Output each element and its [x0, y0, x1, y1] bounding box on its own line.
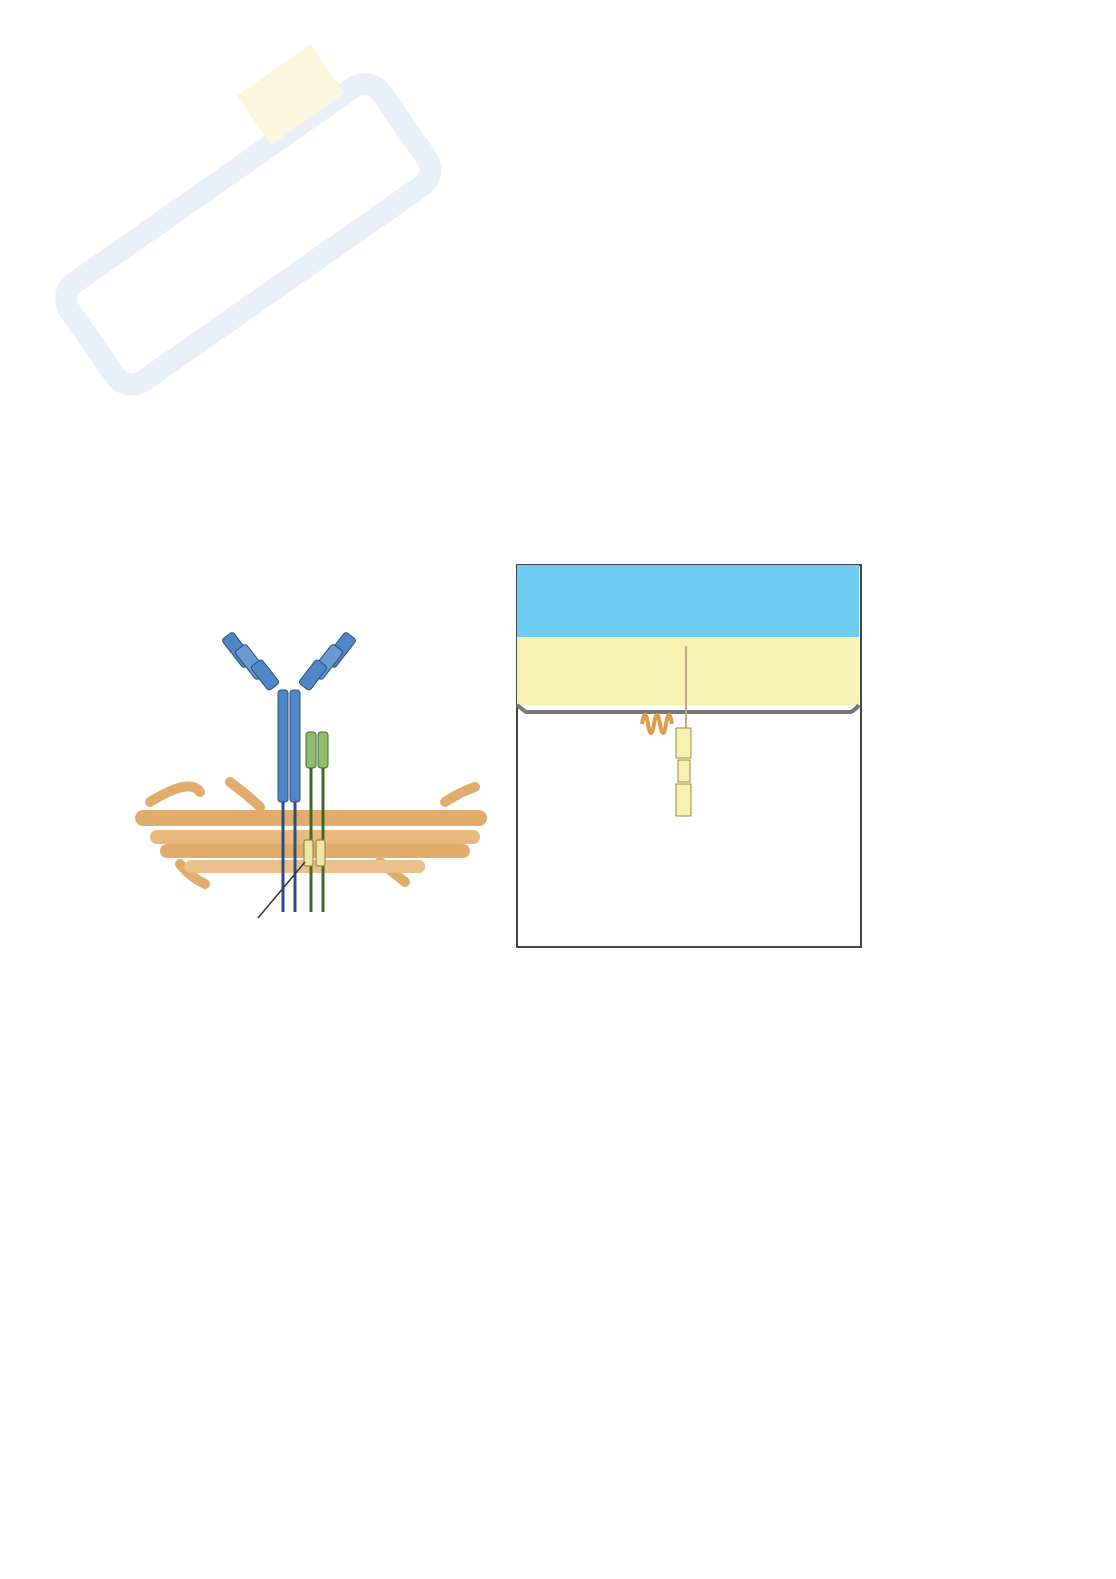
- cd19-domain-3: [676, 784, 691, 816]
- cd19-domain-2: [678, 760, 690, 782]
- watermark-logo: [20, 30, 460, 450]
- coreceptor-figure: [516, 564, 862, 948]
- bcr-structure-figure: [130, 612, 492, 937]
- cd19-domain-1: [676, 728, 691, 758]
